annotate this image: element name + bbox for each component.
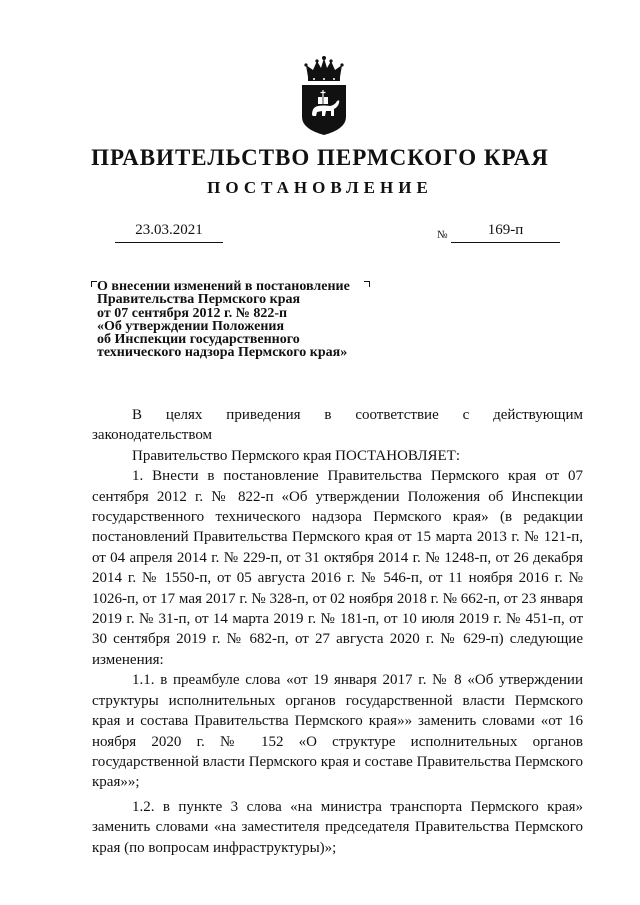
subject-line: об Инспекции государственного [97, 332, 300, 348]
document-type-title: ПОСТАНОВЛЕНИЕ [207, 178, 433, 197]
subject-line: от 07 сентября 2012 г. № 822-п [97, 305, 288, 321]
date-value: 23.03.2021 [135, 222, 203, 238]
decree-subject [97, 280, 397, 360]
number-sign: № [437, 229, 448, 241]
date-field [115, 220, 223, 243]
subject-line: О внесении изменений в постановление [97, 279, 350, 294]
decree-body [92, 405, 583, 858]
clause-1-2-paragraph: 1.2. в пункте 3 слова «на министра транспорта Пермского края» заменить словами «на заместителя председателя Правительства Пермского края (по вопросам инфраструктуры)»; [92, 798, 583, 856]
government-title: ПРАВИТЕЛЬСТВО ПЕРМСКОГО КРАЯ [91, 145, 549, 170]
preamble-continuation: законодательством [92, 427, 213, 444]
resolution-paragraph: Правительство Пермского края ПОСТАНОВЛЯЕТ: [132, 447, 461, 464]
number-field [451, 220, 560, 243]
subject-line: «Об утверждении Положения [97, 318, 285, 334]
subject-line: технического надзора Пермского края» [97, 345, 348, 361]
clause-1-paragraph: 1. Внести в постановление Правительства Пермского края от 07 сентября 2012 г. № 822-п «Об утверждении Положения об Инспекции государственного технического надзора Пермского края» (в редакции постановлений Правительства Пермского края от 15 марта 2013 г. № 121-п, от 04 апреля 2014 г. № 229-п, от 31 октября 2014 г. № 1248-п, от 26 декабря 2014 г. № 1550-п, от 05 августа 2016 г. № 546-п, от 11 ноября 2016 г. № 1026-п, от 17 мая 2017 г. № 328-п, от 02 ноября 2018 г. № 662-п, от 23 января 2019 г. № 31-п, от 14 марта 2019 г. № 181-п, от 10 июля 2019 г. № 451-п, от 30 сентября 2019 г. № 682-п, от 27 августа 2020 г. № 629-п) следующие изменения: [92, 468, 583, 668]
subject-line: Правительства Пермского края [97, 292, 301, 308]
number-value: 169-п [487, 222, 524, 238]
perm-krai-coat-of-arms-icon [298, 55, 350, 137]
preamble-paragraph: В целях приведения в соответствие с действующим [132, 407, 583, 423]
clause-1-1-paragraph: 1.1. в преамбуле слова «от 19 января 2017 г. № 8 «Об утверждении структуры исполнительных органов государственной власти Пермского края и состава Правительства Пермского края»» заменить словами «от 16 ноября 2020 г. № 152 «О структуре исполнительных органов государственной власти Пермского края и составе Правительства Пермского края»»; [92, 672, 583, 791]
